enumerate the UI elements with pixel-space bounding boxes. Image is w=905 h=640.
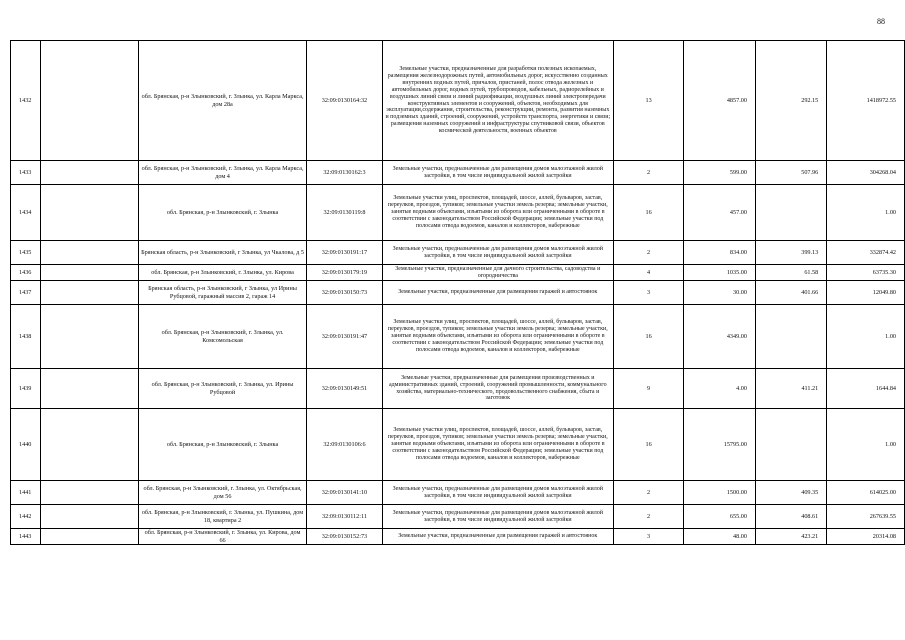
specific-value: 401.66 [755,281,826,305]
address: обл. Брянская, р-н Злынковский, г. Злынка [138,409,306,481]
use-group: 13 [613,41,683,161]
table-row [11,265,905,281]
use-group: 16 [613,305,683,369]
use-group: 3 [613,281,683,305]
land-use-type: Земельные участки, предназначенные для размещения домов малоэтажной жилой застройки, в том числе индивидуальной жилой застройки [382,505,613,529]
row-number: 1436 [11,265,41,281]
area: 30.00 [684,281,756,305]
blank-cell [40,529,138,545]
table-row [11,305,905,369]
land-use-type: Земельные участки, предназначенные для разработки полезных ископаемых, размещения железнодорожных путей, автомобильных дорог, искусственно созданных внутренних водных путей, причалов, пристаней, полос отвода железных и автомобильных дорог, водных путей, трубопроводов, кабельных, радиорелейных и воздушных линий связи и линий радиофикации, воздушных линий электропередачи конструктивных элементов и сооружений, объектов, необходимых для эксплуатации,содержания, строительства, реконструкции, ремонта, развития наземных и подземных зданий, строений, сооружений, устройств транспорта, энергетики и связи; размещения наземных сооружений и инфраструктуры спутниковой связи, объектов космической деятельности, военных объектов [382,41,613,161]
blank-cell [40,409,138,481]
use-group: 3 [613,529,683,545]
area: 4.00 [684,369,756,409]
specific-value [755,409,826,481]
area: 655.00 [684,505,756,529]
row-number: 1443 [11,529,41,545]
land-use-type: Земельные участки, предназначенные для размещения домов малоэтажной жилой застройки, в том числе индивидуальной жилой застройки [382,161,613,185]
table-row [11,161,905,185]
specific-value [755,185,826,241]
row-number: 1437 [11,281,41,305]
cadastral-number: 32:09:0130141:10 [307,481,382,505]
cadastral-value: 1.00 [827,409,905,481]
land-use-type: Земельные участки улиц, проспектов, площадей, шоссе, аллей, бульваров, застав, переулков, проездов, тупиков; земельные участки земель резерва; земельные участки, занятые водными объектами, изъятыми из оборота или ограниченными в обороте в соответствии с законодательством Российской Федерации; земельные участки под полосами отвода водоемов, каналов и коллекторов, набережные [382,305,613,369]
area: 15795.00 [684,409,756,481]
cadastral-value: 332874.42 [827,241,905,265]
cadastral-value: 267639.55 [827,505,905,529]
cadastral-value: 1644.84 [827,369,905,409]
address: обл. Брянская, р-н Злынковский, г. Злынка, ул. Кирова [138,265,306,281]
table-row [11,481,905,505]
row-number: 1433 [11,161,41,185]
table-row [11,369,905,409]
blank-cell [40,281,138,305]
cadastral-number: 32:09:0130119:8 [307,185,382,241]
cadastral-value: 1.00 [827,185,905,241]
address: обл. Брянская, р-н Злынковский, г. Злынка, ул. Карла Маркса, дом 28а [138,41,306,161]
land-use-type: Земельные участки, предназначенные для размещения гаражей и автостоянок [382,529,613,545]
area: 599.00 [684,161,756,185]
area: 834.00 [684,241,756,265]
land-use-type: Земельные участки улиц, проспектов, площадей, шоссе, аллей, бульваров, застав, переулков, проездов, тупиков; земельные участки земель резерва; земельные участки, занятые водными объектами, изъятыми из оборота или ограниченными в обороте в соответствии с законодательством Российской Федерации; земельные участки под полосами отвода водоемов, каналов и коллекторов, набережные [382,409,613,481]
cadastral-number: 32:09:0130191:47 [307,305,382,369]
land-use-type: Земельные участки, предназначенные для дачного строительства, садоводства и огородничества [382,265,613,281]
address: обл. Брянская, р-н Злынковский, г. Злынка, ул. Октябрьская, дом 56 [138,481,306,505]
table-row [11,185,905,241]
blank-cell [40,241,138,265]
table-row [11,281,905,305]
area: 1035.00 [684,265,756,281]
cadastral-number: 32:09:0130191:17 [307,241,382,265]
cadastral-number: 32:09:0130150:73 [307,281,382,305]
cadastral-value: 12049.80 [827,281,905,305]
cadastral-number: 32:09:0130162:3 [307,161,382,185]
cadastral-value: 304268.04 [827,161,905,185]
table-row [11,529,905,545]
area: 4857.00 [684,41,756,161]
row-number: 1435 [11,241,41,265]
land-use-type: Земельные участки, предназначенные для размещения домов малоэтажной жилой застройки, в том числе индивидуальной жилой застройки [382,481,613,505]
blank-cell [40,369,138,409]
cadastral-number: 32:09:0130179:19 [307,265,382,281]
specific-value: 409.35 [755,481,826,505]
specific-value: 292.15 [755,41,826,161]
cadastral-value: 20314.08 [827,529,905,545]
use-group: 16 [613,185,683,241]
row-number: 1441 [11,481,41,505]
use-group: 9 [613,369,683,409]
use-group: 2 [613,505,683,529]
blank-cell [40,505,138,529]
blank-cell [40,161,138,185]
address: обл. Брянская, р-н Злынковский, г. Злынка, ул. Пушкина, дом 18, квартира 2 [138,505,306,529]
table-row [11,41,905,161]
cadastral-value: 1418972.55 [827,41,905,161]
cadastral-number: 32:09:0130112:11 [307,505,382,529]
page-number: 88 [877,17,885,26]
land-use-type: Земельные участки улиц, проспектов, площадей, шоссе, аллей, бульваров, застав, переулков, проездов, тупиков; земельные участки земель резерва; земельные участки, занятые водными объектами, изъятыми из оборота или ограниченными в обороте в соответствии с законодательством Российской Федерации; земельные участки под полосами отвода водоемов, каналов и коллекторов, набережные [382,185,613,241]
cadastral-value: 614025.00 [827,481,905,505]
address: обл. Брянская, р-н Злынковский, г. Злынка, ул. Ирины Рубцовой [138,369,306,409]
address: обл. Брянская, р-н Злынковский, г. Злынка [138,185,306,241]
area: 4349.00 [684,305,756,369]
address: обл. Брянская, р-н Злынковский, г. Злынка, ул. Кирова, дом 66 [138,529,306,545]
area: 1500.00 [684,481,756,505]
row-number: 1432 [11,41,41,161]
land-use-type: Земельные участки, предназначенные для размещения домов малоэтажной жилой застройки, в том числе индивидуальной жилой застройки [382,241,613,265]
blank-cell [40,265,138,281]
address: обл. Брянская, р-н Злынковский, г. Злынка, ул. Комсомольская [138,305,306,369]
specific-value: 423.21 [755,529,826,545]
land-use-type: Земельные участки, предназначенные для размещения гаражей и автостоянок [382,281,613,305]
address: Брянская область, р-н Злынковский, г Злынка, ул Чкалова, д 5 [138,241,306,265]
row-number: 1442 [11,505,41,529]
cadastral-value: 63735.30 [827,265,905,281]
specific-value [755,305,826,369]
table-row [11,505,905,529]
cadastral-number: 32:09:0130152:73 [307,529,382,545]
specific-value: 61.58 [755,265,826,281]
use-group: 4 [613,265,683,281]
area: 48.00 [684,529,756,545]
cadastral-value-table [10,40,905,545]
cadastral-value: 1.00 [827,305,905,369]
use-group: 2 [613,481,683,505]
blank-cell [40,41,138,161]
specific-value: 399.13 [755,241,826,265]
table-row [11,409,905,481]
area: 457.00 [684,185,756,241]
use-group: 16 [613,409,683,481]
row-number: 1440 [11,409,41,481]
address: обл. Брянская, р-н Злынковский, г. Злынка, ул. Карла Маркса, дом 4 [138,161,306,185]
row-number: 1439 [11,369,41,409]
specific-value: 411.21 [755,369,826,409]
cadastral-number: 32:09:0130149:51 [307,369,382,409]
row-number: 1438 [11,305,41,369]
blank-cell [40,305,138,369]
cadastral-number: 32:09:0130106:6 [307,409,382,481]
table-body [11,41,905,545]
cadastral-number: 32:09:0130164:32 [307,41,382,161]
specific-value: 507.96 [755,161,826,185]
use-group: 2 [613,161,683,185]
blank-cell [40,185,138,241]
row-number: 1434 [11,185,41,241]
specific-value: 408.61 [755,505,826,529]
blank-cell [40,481,138,505]
table-row [11,241,905,265]
land-use-type: Земельные участки, предназначенные для размещения производственных и административных зданий, строений, сооружений промышленности, коммунального хозяйства, материально-технического, продовольственного снабжения, сбыта и заготовок [382,369,613,409]
address: Брянская область, р-н Злынковский, г Злынка, ул Ирины Рубцовой, гаражный массив 2, гараж 14 [138,281,306,305]
use-group: 2 [613,241,683,265]
